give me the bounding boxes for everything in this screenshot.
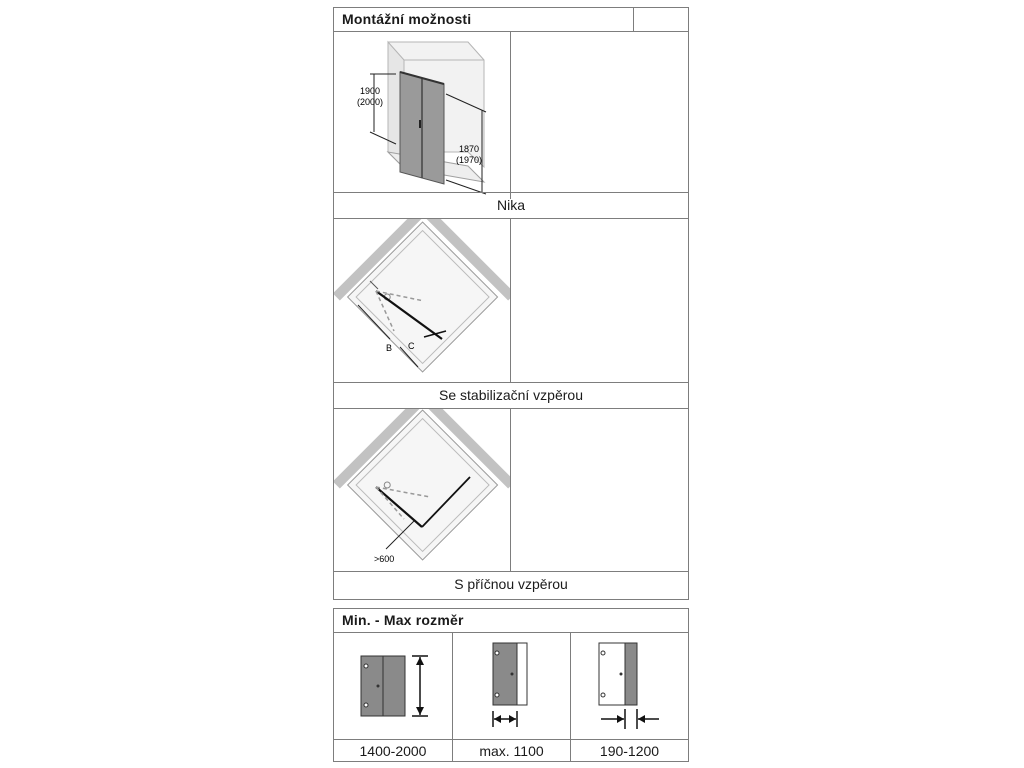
stabilizing-strut-diagram	[334, 219, 510, 382]
dim-label-c: C	[408, 341, 415, 351]
cross-strut-diagram-cell	[334, 409, 510, 571]
stabilizing-strut-diagram-cell	[334, 219, 510, 382]
dim-label-gap: >600	[374, 554, 395, 564]
niche-diagram	[334, 32, 510, 199]
dim-label-height: 1400-2000	[334, 739, 452, 761]
stabilizing-strut-empty-cell	[510, 219, 688, 382]
dim-label-b: B	[386, 343, 393, 353]
cross-strut-empty-cell	[510, 409, 688, 571]
dimensions-table	[333, 608, 689, 762]
niche-dim-left: 1900	[359, 86, 381, 96]
niche-diagram-cell	[334, 32, 510, 199]
cross-strut-diagram	[334, 409, 510, 571]
dim-cell-fixed-panel	[570, 633, 689, 739]
dim-cell-height	[334, 633, 452, 739]
niche-caption: Nika	[334, 192, 688, 219]
mounting-options-title: Montážní možnosti	[342, 11, 472, 27]
fixed-panel-width-icon	[571, 633, 689, 739]
niche-empty-cell	[510, 32, 688, 199]
dimensions-title: Min. - Max rozměr	[342, 612, 464, 628]
door-width-icon	[453, 633, 571, 739]
mounting-options-header	[334, 8, 688, 32]
niche-dim-right-alt: (1970)	[455, 155, 483, 165]
cross-strut-caption: S příčnou vzpěrou	[334, 571, 688, 600]
header-divider	[633, 8, 634, 31]
mounting-options-table	[333, 7, 689, 600]
dim-label-fixed-panel: 190-1200	[570, 739, 688, 761]
niche-dim-left-alt: (2000)	[356, 97, 384, 107]
dim-cell-width-max	[452, 633, 571, 739]
dim-label-width-max: max. 1100	[452, 739, 570, 761]
stabilizing-strut-caption: Se stabilizační vzpěrou	[334, 382, 688, 409]
niche-dim-right: 1870	[458, 144, 480, 154]
door-height-icon	[334, 633, 452, 739]
dimensions-header	[334, 609, 688, 633]
